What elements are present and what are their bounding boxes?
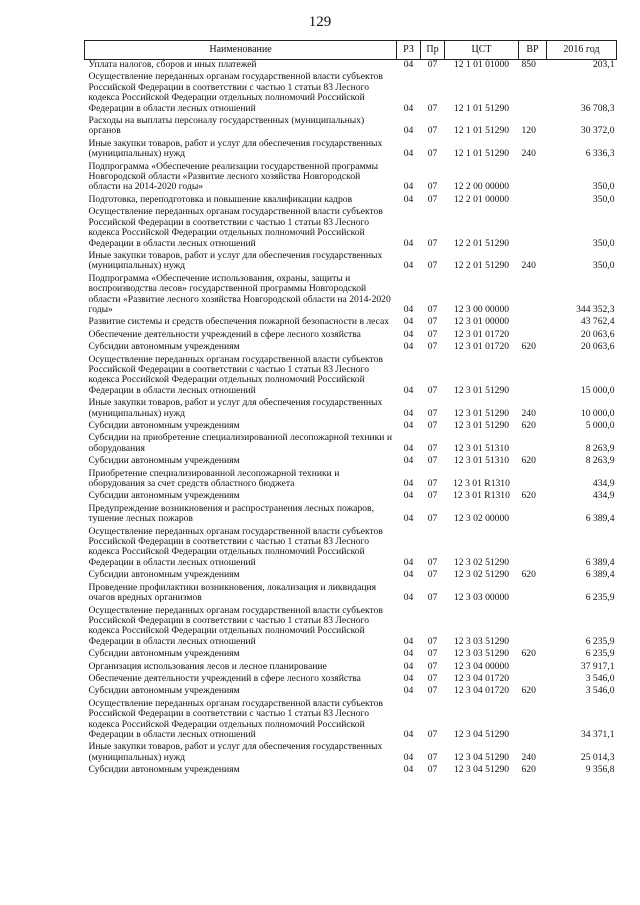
cell-cst: 12 1 01 51290 bbox=[453, 102, 510, 114]
cell-vr bbox=[519, 274, 547, 318]
cell-vr bbox=[519, 72, 547, 116]
cell-name: Осуществление переданных органам государственной власти субъектов Российской Федерации в соответствии с частью 1 статьи 83 Лесного кодекса Российской Федерации отдельных полномочий Российской Федерации в области лесных отношений bbox=[88, 604, 383, 647]
cell-sum: 434,9 bbox=[592, 478, 615, 490]
cell-sum: 350,0 bbox=[592, 237, 615, 249]
cell-cst: 12 3 01 00000 bbox=[453, 316, 510, 328]
cell-sum: 350,0 bbox=[592, 260, 615, 272]
cell-pr: 07 bbox=[427, 260, 438, 272]
table-row bbox=[85, 583, 617, 606]
cell-pr: 07 bbox=[427, 148, 438, 160]
table-row bbox=[85, 355, 617, 399]
page-number: 129 bbox=[308, 14, 332, 30]
header-name: Наименование bbox=[85, 41, 397, 60]
cell-rz: 04 bbox=[403, 635, 414, 647]
cell-vr bbox=[519, 583, 547, 606]
cell-pr: 07 bbox=[427, 420, 438, 431]
cell-pr: 07 bbox=[427, 407, 438, 419]
cell-pr: 07 bbox=[427, 193, 438, 205]
cell-cst: 12 3 01 51290 bbox=[453, 420, 510, 431]
cell-pr: 07 bbox=[427, 328, 438, 340]
cell-sum: 43 762,4 bbox=[580, 316, 615, 328]
cell-vr: 620 bbox=[521, 420, 536, 431]
cell-name: Организация использования лесов и лесное планирование bbox=[88, 660, 327, 672]
cell-sum: 350,0 bbox=[592, 181, 615, 193]
cell-sum: 10 000,0 bbox=[580, 407, 615, 419]
cell-pr: 07 bbox=[427, 635, 438, 647]
cell-rz: 04 bbox=[403, 407, 414, 419]
cell-rz: 04 bbox=[403, 685, 414, 697]
cell-rz: 04 bbox=[403, 303, 414, 315]
cell-vr: 620 bbox=[521, 685, 536, 697]
cell-name: Уплата налогов, сборов и иных платежей bbox=[88, 59, 257, 70]
cell-cst: 12 1 01 51290 bbox=[453, 125, 510, 137]
cell-cst: 12 3 01 51290 bbox=[453, 384, 510, 396]
table-row bbox=[85, 342, 617, 354]
cell-cst: 12 3 04 51290 bbox=[453, 764, 510, 776]
cell-name: Предупреждение возникновения и распространения лесных пожаров, тушение лесных пожаров bbox=[88, 502, 374, 525]
table-row bbox=[85, 504, 617, 527]
table-row bbox=[85, 72, 617, 116]
header-rz: РЗ bbox=[397, 41, 421, 60]
cell-name: Осуществление переданных органам государственной власти субъектов Российской Федерации в соответствии с частью 1 статьи 83 Лесного кодекса Российской Федерации отдельных полномочий Российской Федерации в области лесных отношений bbox=[88, 525, 383, 568]
cell-cst: 12 1 01 51290 bbox=[453, 148, 510, 160]
cell-rz: 04 bbox=[403, 672, 414, 684]
cell-vr bbox=[519, 606, 547, 650]
cell-cst: 12 3 02 00000 bbox=[453, 513, 510, 525]
cell-name: Субсидии автономным учреждениям bbox=[88, 569, 240, 581]
cell-name: Субсидии на приобретение специализированной лесопожарной техники и оборудования bbox=[88, 432, 392, 454]
cell-name: Осуществление переданных органам государственной власти субъектов Российской Федерации в соответствии с частью 1 статьи 83 Лесного кодекса Российской Федерации отдельных полномочий Российской Федерации в области лесных отношений bbox=[88, 697, 383, 740]
cell-name: Подпрограмма «Обеспечение реализации государственной программы Новгородской области «Развитие лесного хозяйства Новгородской области на 2014-2020 годы» bbox=[88, 160, 379, 193]
table-row bbox=[85, 527, 617, 571]
cell-sum: 15 000,0 bbox=[580, 384, 615, 396]
cell-cst: 12 3 01 51310 bbox=[453, 442, 510, 454]
table-row bbox=[85, 491, 617, 503]
cell-vr: 620 bbox=[521, 569, 536, 581]
cell-cst: 12 3 02 51290 bbox=[453, 569, 510, 581]
cell-sum: 3 546,0 bbox=[585, 672, 615, 684]
cell-rz: 04 bbox=[403, 660, 414, 672]
cell-vr: 620 bbox=[521, 490, 536, 502]
cell-name: Субсидии автономным учреждениям bbox=[88, 490, 240, 502]
cell-cst: 12 3 03 51290 bbox=[453, 648, 510, 660]
table-row bbox=[85, 742, 617, 765]
cell-rz: 04 bbox=[403, 384, 414, 396]
cell-pr: 07 bbox=[427, 237, 438, 249]
cell-pr: 07 bbox=[427, 592, 438, 604]
cell-cst: 12 1 01 01000 bbox=[453, 59, 510, 70]
cell-pr: 07 bbox=[427, 648, 438, 660]
cell-sum: 5 000,0 bbox=[585, 420, 615, 431]
cell-vr: 240 bbox=[521, 407, 536, 419]
cell-cst: 12 3 01 R1310 bbox=[453, 490, 510, 502]
cell-rz: 04 bbox=[403, 341, 414, 353]
cell-name: Подготовка, переподготовка и повышение квалификации кадров bbox=[88, 193, 353, 205]
cell-sum: 6 389,4 bbox=[585, 569, 615, 581]
cell-sum: 3 546,0 bbox=[585, 685, 615, 697]
cell-name: Иные закупки товаров, работ и услуг для обеспечения государственных (муниципальных) нужд bbox=[88, 741, 383, 763]
cell-pr: 07 bbox=[427, 556, 438, 568]
cell-rz: 04 bbox=[403, 592, 414, 604]
cell-rz: 04 bbox=[403, 125, 414, 137]
cell-sum: 34 371,1 bbox=[580, 728, 615, 740]
cell-sum: 6 235,9 bbox=[585, 648, 615, 660]
cell-name: Развитие системы и средств обеспечения пожарной безопасности в лесах bbox=[88, 316, 390, 328]
table-row bbox=[85, 274, 617, 318]
cell-vr: 620 bbox=[521, 341, 536, 353]
table-row bbox=[85, 162, 617, 195]
cell-sum: 8 263,9 bbox=[585, 442, 615, 454]
table-row bbox=[85, 317, 617, 329]
cell-sum: 8 263,9 bbox=[585, 455, 615, 467]
cell-cst: 12 3 04 01720 bbox=[453, 672, 510, 684]
header-sum: 2016 год bbox=[547, 41, 617, 60]
cell-rz: 04 bbox=[403, 556, 414, 568]
cell-vr bbox=[519, 317, 547, 329]
cell-rz: 04 bbox=[403, 102, 414, 114]
cell-vr bbox=[519, 699, 547, 743]
cell-vr bbox=[519, 469, 547, 492]
cell-pr: 07 bbox=[427, 478, 438, 490]
table-row bbox=[85, 606, 617, 650]
cell-vr bbox=[519, 207, 547, 251]
table-row bbox=[85, 456, 617, 468]
cell-pr: 07 bbox=[427, 764, 438, 776]
cell-pr: 07 bbox=[427, 316, 438, 328]
cell-rz: 04 bbox=[403, 59, 414, 70]
cell-name: Субсидии автономным учреждениям bbox=[88, 420, 240, 431]
cell-pr: 07 bbox=[427, 125, 438, 137]
cell-name: Субсидии автономным учреждениям bbox=[88, 648, 240, 660]
cell-cst: 12 3 04 01720 bbox=[453, 685, 510, 697]
cell-rz: 04 bbox=[403, 328, 414, 340]
cell-sum: 37 917,1 bbox=[580, 660, 615, 672]
table-row bbox=[85, 398, 617, 421]
cell-pr: 07 bbox=[427, 455, 438, 467]
cell-pr: 07 bbox=[427, 569, 438, 581]
cell-rz: 04 bbox=[403, 728, 414, 740]
cell-rz: 04 bbox=[403, 420, 414, 431]
cell-sum: 434,9 bbox=[592, 490, 615, 502]
cell-pr: 07 bbox=[427, 341, 438, 353]
table-row bbox=[85, 570, 617, 582]
cell-cst: 12 3 03 51290 bbox=[453, 635, 510, 647]
cell-pr: 07 bbox=[427, 672, 438, 684]
cell-name: Приобретение специализированной лесопожарной техники и оборудования за счет средств областного бюджета bbox=[88, 467, 340, 490]
cell-cst: 12 3 04 51290 bbox=[453, 728, 510, 740]
cell-name: Субсидии автономным учреждениям bbox=[88, 455, 240, 467]
cell-sum: 30 372,0 bbox=[580, 125, 615, 137]
cell-cst: 12 2 00 00000 bbox=[453, 181, 510, 193]
cell-vr bbox=[519, 433, 547, 456]
cell-pr: 07 bbox=[427, 59, 438, 70]
table-row bbox=[85, 433, 617, 456]
cell-rz: 04 bbox=[403, 442, 414, 454]
cell-sum: 20 063,6 bbox=[580, 341, 615, 353]
cell-cst: 12 3 01 51310 bbox=[453, 455, 510, 467]
cell-cst: 12 3 01 01720 bbox=[453, 341, 510, 353]
cell-pr: 07 bbox=[427, 751, 438, 763]
cell-name: Осуществление переданных органам государственной власти субъектов Российской Федерации в соответствии с частью 1 статьи 83 Лесного кодекса Российской Федерации отдельных полномочий Российской Федерации в области лесных отношений bbox=[88, 71, 383, 114]
cell-pr: 07 bbox=[427, 384, 438, 396]
table-row bbox=[85, 765, 617, 777]
cell-vr: 850 bbox=[521, 59, 536, 70]
cell-rz: 04 bbox=[403, 260, 414, 272]
cell-pr: 07 bbox=[427, 303, 438, 315]
cell-pr: 07 bbox=[427, 181, 438, 193]
cell-name: Осуществление переданных органам государственной власти субъектов Российской Федерации в соответствии с частью 1 статьи 83 Лесного кодекса Российской Федерации отдельных полномочий Российской Федерации в области лесных отношений bbox=[88, 206, 383, 249]
cell-sum: 20 063,6 bbox=[580, 328, 615, 340]
cell-sum: 203,1 bbox=[592, 59, 615, 70]
cell-sum: 344 352,3 bbox=[576, 303, 615, 315]
cell-vr bbox=[519, 527, 547, 571]
cell-cst: 12 3 01 01720 bbox=[453, 328, 510, 340]
cell-vr bbox=[519, 504, 547, 527]
cell-rz: 04 bbox=[403, 764, 414, 776]
cell-pr: 07 bbox=[427, 442, 438, 454]
cell-vr: 620 bbox=[521, 764, 536, 776]
header-pr: Пр bbox=[421, 41, 445, 60]
cell-cst: 12 3 01 R1310 bbox=[453, 478, 510, 490]
table-header bbox=[85, 41, 617, 60]
cell-sum: 6 235,9 bbox=[585, 592, 615, 604]
cell-vr: 620 bbox=[521, 455, 536, 467]
cell-vr: 620 bbox=[521, 648, 536, 660]
table-body bbox=[85, 60, 617, 778]
cell-vr bbox=[519, 662, 547, 674]
cell-rz: 04 bbox=[403, 148, 414, 160]
cell-pr: 07 bbox=[427, 728, 438, 740]
cell-sum: 6 336,3 bbox=[585, 148, 615, 160]
cell-cst: 12 3 00 00000 bbox=[453, 303, 510, 315]
table-row bbox=[85, 649, 617, 661]
header-vr: ВР bbox=[519, 41, 547, 60]
cell-vr: 240 bbox=[521, 751, 536, 763]
cell-rz: 04 bbox=[403, 193, 414, 205]
cell-pr: 07 bbox=[427, 513, 438, 525]
cell-sum: 6 389,4 bbox=[585, 556, 615, 568]
cell-cst: 12 3 02 51290 bbox=[453, 556, 510, 568]
cell-pr: 07 bbox=[427, 685, 438, 697]
cell-name: Расходы на выплаты персоналу государственных (муниципальных) органов bbox=[88, 115, 365, 137]
table-row bbox=[85, 699, 617, 743]
cell-pr: 07 bbox=[427, 490, 438, 502]
cell-rz: 04 bbox=[403, 490, 414, 502]
cell-rz: 04 bbox=[403, 237, 414, 249]
cell-rz: 04 bbox=[403, 513, 414, 525]
cell-vr bbox=[519, 195, 547, 207]
cell-pr: 07 bbox=[427, 102, 438, 114]
cell-name: Подпрограмма «Обеспечение использования, охраны, защиты и воспроизводства лесов» государственной программы Новгородской области «Развитие лесного хозяйства Новгородской области на 2014-2020 годы» bbox=[88, 272, 391, 315]
cell-sum: 6 389,4 bbox=[585, 513, 615, 525]
cell-rz: 04 bbox=[403, 455, 414, 467]
cell-name: Иные закупки товаров, работ и услуг для обеспечения государственных (муниципальных) нужд bbox=[88, 397, 383, 419]
cell-rz: 04 bbox=[403, 478, 414, 490]
cell-cst: 12 2 01 51290 bbox=[453, 260, 510, 272]
cell-vr bbox=[519, 355, 547, 399]
cell-sum: 25 014,3 bbox=[580, 751, 615, 763]
cell-name: Субсидии автономным учреждениям bbox=[88, 764, 240, 776]
cell-sum: 350,0 bbox=[592, 193, 615, 205]
cell-rz: 04 bbox=[403, 751, 414, 763]
budget-table bbox=[84, 40, 617, 778]
cell-sum: 6 235,9 bbox=[585, 635, 615, 647]
cell-vr: 240 bbox=[521, 148, 536, 160]
table-row bbox=[85, 139, 617, 162]
cell-sum: 9 356,8 bbox=[585, 764, 615, 776]
cell-vr: 120 bbox=[521, 125, 536, 137]
cell-rz: 04 bbox=[403, 181, 414, 193]
cell-name: Субсидии автономным учреждениям bbox=[88, 341, 240, 353]
cell-name: Проведение профилактики возникновения, локализация и ликвидация очагов вредных организмов bbox=[88, 581, 377, 604]
cell-rz: 04 bbox=[403, 569, 414, 581]
cell-name: Обеспечение деятельности учреждений в сфере лесного хозяйства bbox=[88, 672, 361, 684]
table-row bbox=[85, 686, 617, 698]
table-row bbox=[85, 469, 617, 492]
table-row bbox=[85, 116, 617, 139]
cell-name: Субсидии автономным учреждениям bbox=[88, 685, 240, 697]
table-row bbox=[85, 251, 617, 274]
header-cst: ЦСТ bbox=[445, 41, 519, 60]
cell-name: Осуществление переданных органам государственной власти субъектов Российской Федерации в соответствии с частью 1 статьи 83 Лесного кодекса Российской Федерации отдельных полномочий Российской Федерации в области лесных отношений bbox=[88, 353, 383, 396]
cell-rz: 04 bbox=[403, 648, 414, 660]
cell-cst: 12 2 01 00000 bbox=[453, 193, 510, 205]
cell-rz: 04 bbox=[403, 316, 414, 328]
cell-vr: 240 bbox=[521, 260, 536, 272]
table-row bbox=[85, 207, 617, 251]
cell-cst: 12 3 01 51290 bbox=[453, 407, 510, 419]
cell-pr: 07 bbox=[427, 660, 438, 672]
cell-name: Иные закупки товаров, работ и услуг для обеспечения государственных (муниципальных) нужд bbox=[88, 249, 383, 272]
cell-cst: 12 3 03 00000 bbox=[453, 592, 510, 604]
cell-name: Иные закупки товаров, работ и услуг для обеспечения государственных (муниципальных) нужд bbox=[88, 137, 383, 160]
cell-sum: 36 708,3 bbox=[580, 102, 615, 114]
cell-name: Обеспечение деятельности учреждений в сфере лесного хозяйства bbox=[88, 328, 361, 340]
cell-cst: 12 3 04 00000 bbox=[453, 660, 510, 672]
cell-vr bbox=[519, 162, 547, 195]
cell-cst: 12 3 04 51290 bbox=[453, 751, 510, 763]
cell-cst: 12 2 01 51290 bbox=[453, 237, 510, 249]
